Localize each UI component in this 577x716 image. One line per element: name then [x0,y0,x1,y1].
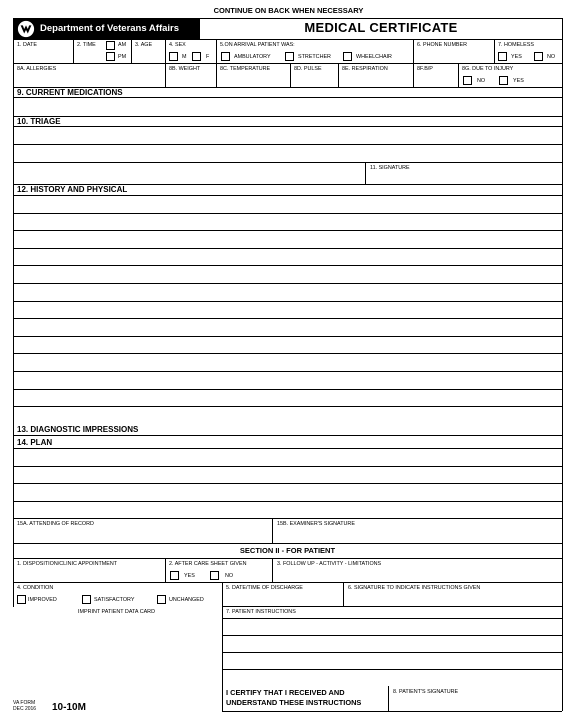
history-heading: 12. HISTORY AND PHYSICAL [17,185,128,194]
after-care-yes-checkbox[interactable] [170,571,179,580]
form-id [13,700,36,712]
sex-male-label: M [182,54,187,60]
allergies-label: 8A. ALLERGIES [17,66,57,72]
history-line [13,230,562,231]
triage-signature-label: 11. SIGNATURE [370,165,410,171]
after-care-label: 2. AFTER CARE SHEET GIVEN [169,561,247,567]
plan-line [13,518,562,519]
plan-line [13,448,562,449]
history-line [13,213,562,214]
agency-name: Department of Veterans Affairs [40,23,180,34]
sex-male-checkbox[interactable] [169,52,178,61]
plan-line [13,466,562,467]
phone-label: 6. PHONE NUMBER [417,42,468,48]
form-title: MEDICAL CERTIFICATE [304,20,458,35]
certify-statement [226,688,361,708]
satisfactory-checkbox[interactable] [82,595,91,604]
instruction-line [222,669,562,670]
wheelchair-label: WHEELCHAIR [356,54,392,60]
unchanged-label: UNCHANGED [169,597,204,603]
injury-label: 8G. DUE TO INJURY [462,66,514,72]
frame-top [13,39,562,40]
homeless-label: 7. HOMELESS [498,42,534,48]
sex-female-checkbox[interactable] [192,52,201,61]
homeless-no-label: NO [547,54,556,60]
respiration-label: 8E. RESPIRATION [342,66,388,72]
satisfactory-label: SATISFACTORY [94,597,135,603]
diagnostic-heading: 13. DIAGNOSTIC IMPRESSIONS [17,425,139,434]
temperature-label: 8C. TEMPERATURE [220,66,271,72]
triage-heading: 10. TRIAGE [17,117,61,126]
condition-label: 4. CONDITION [17,585,54,591]
history-line [13,389,562,390]
history-line [13,265,562,266]
attending-label: 15A. ATTENDING OF RECORD [17,521,94,527]
wheelchair-checkbox[interactable] [343,52,352,61]
history-line [13,301,562,302]
sex-female-label: F [206,54,210,60]
weight-label: 8B. WEIGHT [169,66,201,72]
ambulatory-label: AMBULATORY [234,54,271,60]
history-line [13,371,562,372]
examiner-label: 15B. EXAMINER'S SIGNATURE [277,521,355,527]
injury-no-label: NO [477,78,486,84]
medications-heading: 9. CURRENT MEDICATIONS [17,88,123,97]
time-label: 2. TIME [77,42,96,48]
history-line [13,336,562,337]
improved-checkbox[interactable] [17,595,26,604]
injury-no-checkbox[interactable] [463,76,472,85]
date-label: 1. DATE [17,42,37,48]
history-line [13,406,562,407]
discharge-label: 5. DATE/TIME OF DISCHARGE [226,585,303,591]
certify-line-1: I CERTIFY THAT I RECEIVED AND [226,688,345,697]
patient-signature-label: 8. PATIENT'S SIGNATURE [393,689,459,695]
after-care-no-label: NO [225,573,234,579]
after-care-no-checkbox[interactable] [210,571,219,580]
plan-heading: 14. PLAN [17,438,53,447]
history-line [13,195,562,196]
sex-label: 4. SEX [169,42,186,48]
improved-label: IMPROVED [28,597,57,603]
pm-checkbox[interactable] [106,52,115,61]
plan-line [13,483,562,484]
frame-right [562,18,563,711]
pulse-label: 8D. PULSE [294,66,322,72]
unchanged-checkbox[interactable] [157,595,166,604]
history-line [13,283,562,284]
plan-line [13,501,562,502]
injury-yes-checkbox[interactable] [499,76,508,85]
frame-left [13,39,14,607]
am-checkbox[interactable] [106,41,115,50]
row1-bottom [13,63,562,64]
certify-line-2: UNDERSTAND THESE INSTRUCTIONS [226,698,362,707]
homeless-yes-label: YES [511,54,522,60]
form-number: 10-10M [52,702,86,713]
header-top [200,18,562,19]
form-date: DEC 2016 [13,706,37,712]
form-label: VA FORM [13,700,36,706]
history-line [13,318,562,319]
va-logo-icon [17,20,35,38]
disposition-label: 1. DISPOSITION/CLINIC APPOINTMENT [17,561,118,567]
stretcher-checkbox[interactable] [285,52,294,61]
section2-title: SECTION II - FOR PATIENT [239,546,336,555]
stretcher-label: STRETCHER [298,54,331,60]
injury-yes-label: YES [513,78,524,84]
instruction-line [222,635,562,636]
homeless-no-checkbox[interactable] [534,52,543,61]
va-header [13,18,200,40]
homeless-yes-checkbox[interactable] [498,52,507,61]
am-label: AM [118,42,127,48]
pm-label: PM [118,54,127,60]
age-label: 3. AGE [135,42,153,48]
top-note: CONTINUE ON BACK WHEN NECESSARY [213,6,364,15]
history-line [13,353,562,354]
arrival-label: 5.ON ARRIVAL PATIENT WAS: [220,42,295,48]
imprint-label: IMPRINT PATIENT DATA CARD [78,609,155,615]
signature-instructions-label: 6. SIGNATURE TO INDICATE INSTRUCTIONS GIVEN [348,585,481,591]
history-line [13,248,562,249]
patient-instructions-label: 7. PATIENT INSTRUCTIONS [226,609,296,615]
instruction-line [222,652,562,653]
instruction-line [222,618,562,619]
after-care-yes-label: YES [184,573,195,579]
bp-label: 8F.B/P [417,66,433,72]
follow-up-label: 3. FOLLOW UP - ACTIVITY - LIMITATIONS [277,561,382,567]
ambulatory-checkbox[interactable] [221,52,230,61]
